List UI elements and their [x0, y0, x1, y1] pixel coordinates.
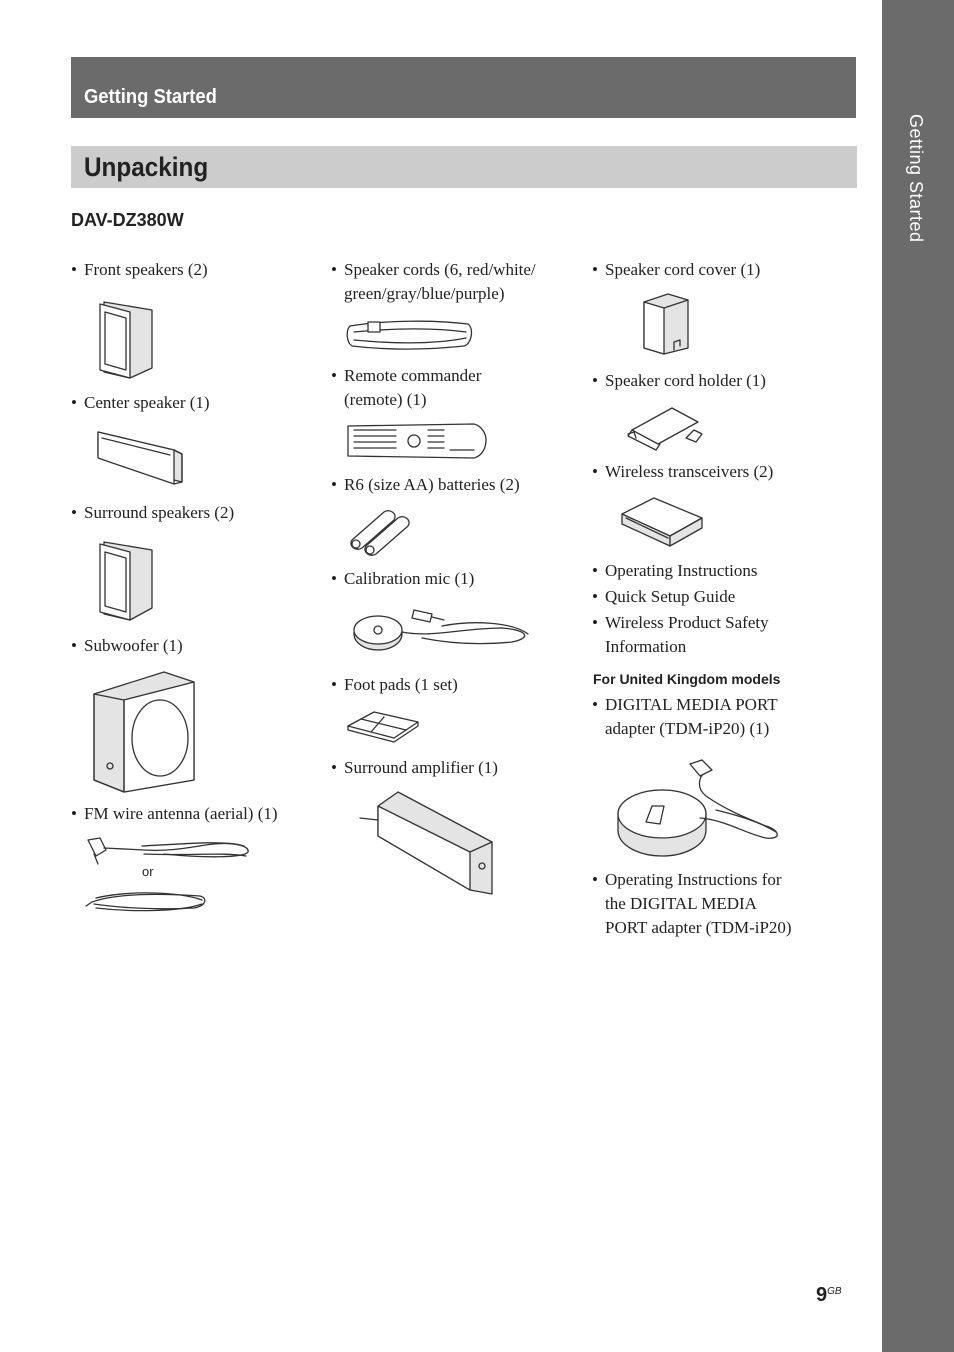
- speaker-cords-illustration: [346, 318, 476, 352]
- side-tab-label: Getting Started: [906, 114, 926, 243]
- list-item-surround-amplifier: • Surround amplifier (1): [331, 758, 498, 777]
- or-label: or: [142, 864, 154, 879]
- list-item-speaker-cords: • Speaker cords (6, red/white/ green/gray/blue/purple): [331, 260, 536, 303]
- list-item-adapter-instructions: • Operating Instructions for the DIGITAL MEDIA PORT adapter (TDM-iP20): [592, 870, 792, 937]
- page-title: Unpacking: [84, 152, 209, 182]
- list-item-batteries: • R6 (size AA) batteries (2): [331, 475, 520, 494]
- list-item-quick-setup-guide: • Quick Setup Guide: [592, 587, 736, 606]
- front-speaker-illustration: [96, 298, 158, 382]
- page-number-suffix: GB: [827, 1286, 842, 1297]
- calibration-mic-illustration: [352, 598, 534, 660]
- section-title: Getting Started: [84, 86, 217, 108]
- speaker-cord-cover-illustration: [640, 292, 692, 358]
- list-item-subwoofer: • Subwoofer (1): [71, 636, 183, 655]
- fm-antenna-connector-illustration: [84, 834, 254, 874]
- list-item-surround-speakers: • Surround speakers (2): [71, 503, 235, 522]
- center-speaker-illustration: [96, 428, 186, 488]
- list-item-calibration-mic: • Calibration mic (1): [331, 569, 475, 588]
- list-item-operating-instructions: • Operating Instructions: [592, 561, 758, 580]
- list-item-wireless-transceivers: • Wireless transceivers (2): [592, 462, 774, 481]
- fm-wire-antenna-illustration: [90, 888, 210, 916]
- digital-media-port-adapter-illustration: [616, 760, 782, 860]
- model-heading: DAV-DZ380W: [71, 210, 184, 230]
- speaker-cord-holder-illustration: [626, 404, 704, 450]
- wireless-transceiver-illustration: [618, 494, 706, 550]
- list-item-front-speakers: • Front speakers (2): [71, 260, 208, 279]
- list-item-center-speaker: • Center speaker (1): [71, 393, 210, 412]
- page-number: $9^{GB}$: [816, 1284, 842, 1306]
- surround-speaker-illustration: [96, 538, 158, 624]
- list-item-wireless-safety-info: • Wireless Product Safety Information: [592, 613, 769, 656]
- batteries-illustration: [346, 504, 426, 558]
- list-item-remote: • Remote commander (remote) (1): [331, 366, 482, 409]
- uk-models-heading: For United Kingdom models: [593, 671, 781, 687]
- list-item-speaker-cord-holder: • Speaker cord holder (1): [592, 371, 766, 390]
- subwoofer-illustration: [92, 670, 198, 794]
- foot-pads-illustration: [346, 710, 420, 740]
- list-item-digital-media-port-adapter: • DIGITAL MEDIA PORT adapter (TDM-iP20) (1): [592, 695, 778, 738]
- list-item-fm-antenna: • FM wire antenna (aerial) (1): [71, 804, 278, 823]
- surround-amplifier-illustration: [358, 790, 498, 898]
- list-item-speaker-cord-cover: • Speaker cord cover (1): [592, 260, 761, 279]
- remote-illustration: [346, 422, 488, 460]
- list-item-foot-pads: • Foot pads (1 set): [331, 675, 458, 694]
